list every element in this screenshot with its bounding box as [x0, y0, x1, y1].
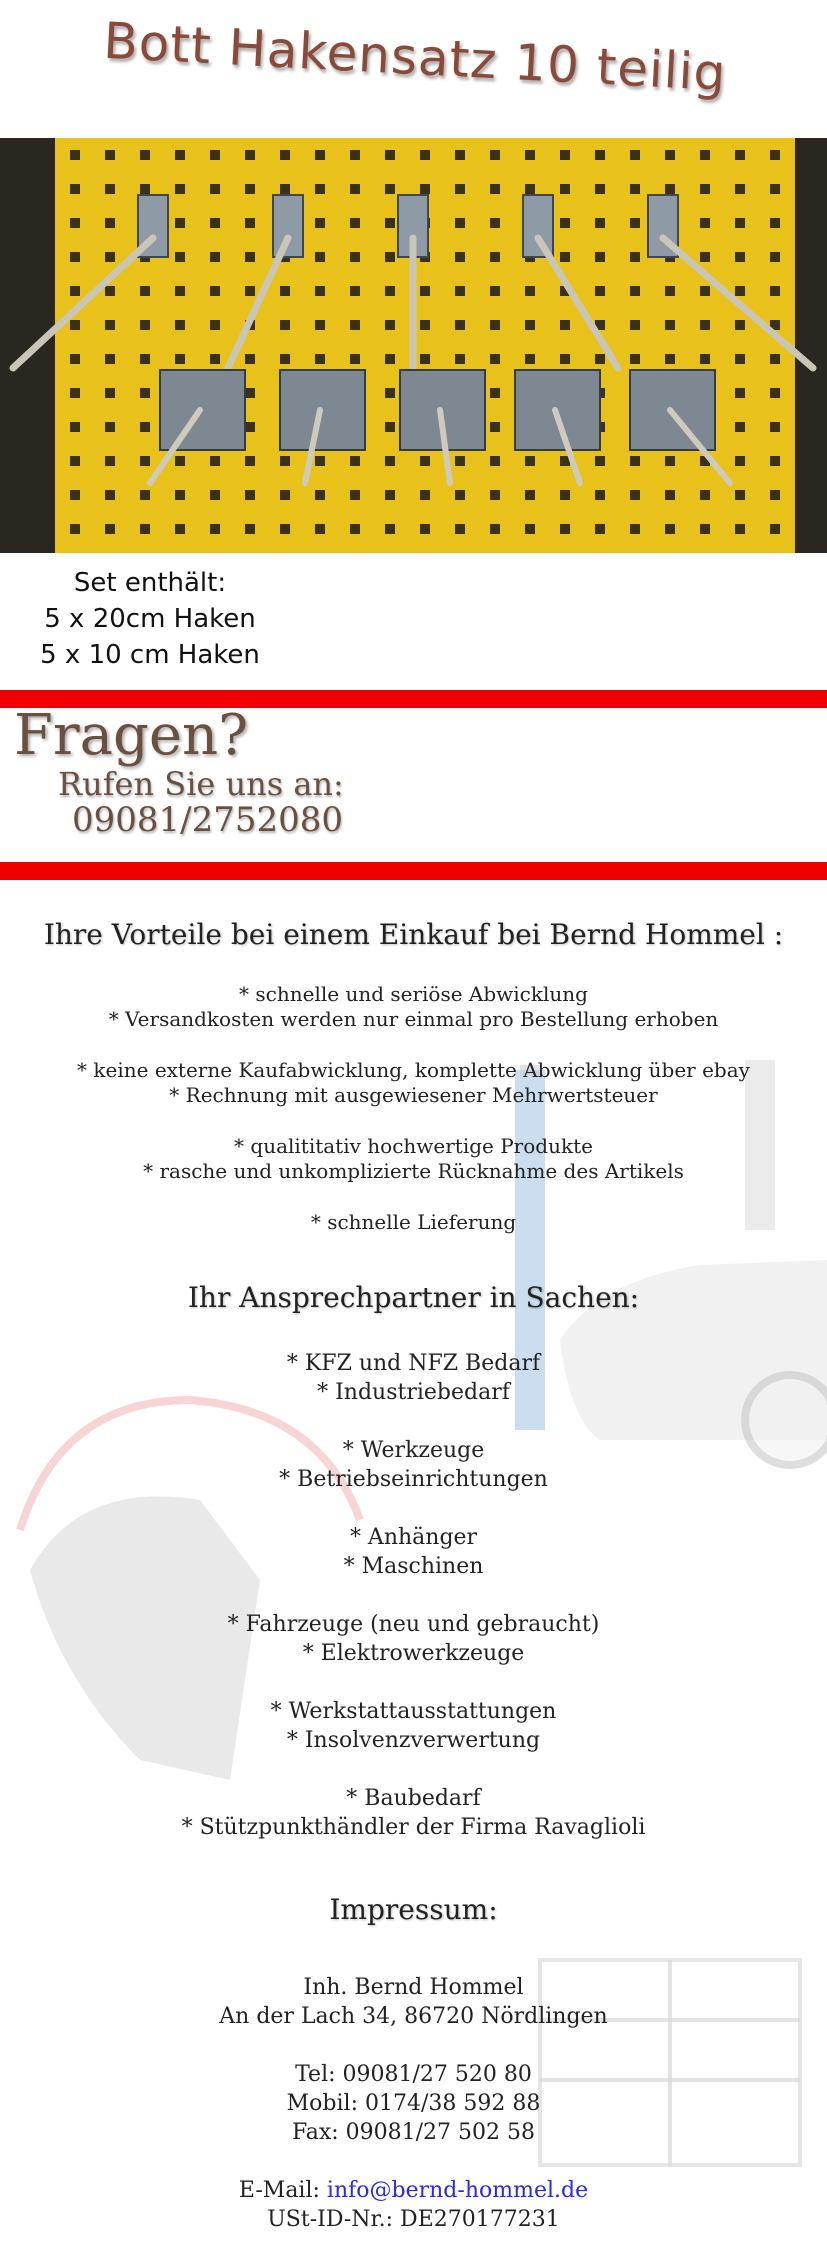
- product-photo: [0, 138, 827, 553]
- partner-item: * Fahrzeuge (neu und gebraucht): [227, 1612, 600, 1637]
- call-us-text: Rufen Sie uns an:: [58, 765, 344, 803]
- long-hook-plate: [273, 195, 303, 257]
- partner-item: * Industriebedarf: [317, 1380, 510, 1405]
- partner-item: * Betriebseinrichtungen: [279, 1467, 548, 1492]
- advantage-item: * Rechnung mit ausgewiesener Mehrwertsteuer: [169, 1083, 658, 1107]
- partner-item: * KFZ und NFZ Bedarf: [286, 1351, 541, 1376]
- advantage-item: * Versandkosten werden nur einmal pro Bestellung erhoben: [108, 1007, 719, 1031]
- partner-item: * Stützpunkthändler der Firma Ravaglioli: [181, 1815, 646, 1840]
- partner-item: * Insolvenzverwertung: [286, 1728, 541, 1753]
- question-heading: Fragen?: [14, 703, 249, 768]
- impressum-email-row: [0, 2176, 827, 2205]
- partner-item: * Anhänger: [349, 1525, 478, 1550]
- partner-heading: Ihr Ansprechpartner in Sachen:: [187, 1281, 640, 1314]
- partner-item: * Baubedarf: [346, 1786, 481, 1811]
- long-hook-plate: [523, 195, 553, 257]
- hotline-number: 09081/2752080: [72, 800, 344, 840]
- partner-item: * Werkstattausstattungen: [270, 1699, 557, 1724]
- advantage-item: * rasche und unkomplizierte Rücknahme des Artikels: [143, 1159, 684, 1183]
- page-title: Bott Hakensatz 10 teilig: [102, 11, 728, 103]
- partner-item: * Maschinen: [343, 1554, 484, 1579]
- pegboard-hooks-image: [0, 138, 827, 553]
- impressum-fax: Fax: 09081/27 502 58: [291, 2120, 536, 2145]
- impressum-address: An der Lach 34, 86720 Nördlingen: [219, 2004, 608, 2029]
- impressum-vat-id: USt-ID-Nr.: DE270177231: [267, 2207, 560, 2232]
- partner-item: * Werkzeuge: [342, 1438, 485, 1463]
- advantage-item: * qualititativ hochwertige Produkte: [234, 1134, 593, 1158]
- set-item: 5 x 20cm Haken: [44, 604, 256, 634]
- email-link[interactable]: info@bernd-hommel.de: [326, 2178, 589, 2203]
- set-contents: [0, 565, 300, 673]
- impressum-tel: Tel: 09081/27 520 80: [295, 2062, 532, 2087]
- advantage-item: * keine externe Kaufabwicklung, komplette Abwicklung über ebay: [77, 1058, 750, 1082]
- advantage-item: * schnelle Lieferung: [310, 1210, 517, 1234]
- red-divider: [0, 862, 827, 880]
- partner-item: * Elektrowerkzeuge: [302, 1641, 525, 1666]
- advantages-heading: Ihre Vorteile bei einem Einkauf bei Bernd Hommel :: [43, 918, 784, 951]
- impressum-heading: Impressum:: [329, 1893, 498, 1926]
- impressum-owner: Inh. Bernd Hommel: [303, 1975, 524, 2000]
- email-label: E-Mail:: [238, 2178, 320, 2203]
- advantage-item: * schnelle und seriöse Abwicklung: [239, 982, 588, 1006]
- set-heading: Set enthält:: [73, 568, 227, 598]
- impressum-mobile: Mobil: 0174/38 592 88: [286, 2091, 541, 2116]
- set-item: 5 x 10 cm Haken: [40, 640, 260, 670]
